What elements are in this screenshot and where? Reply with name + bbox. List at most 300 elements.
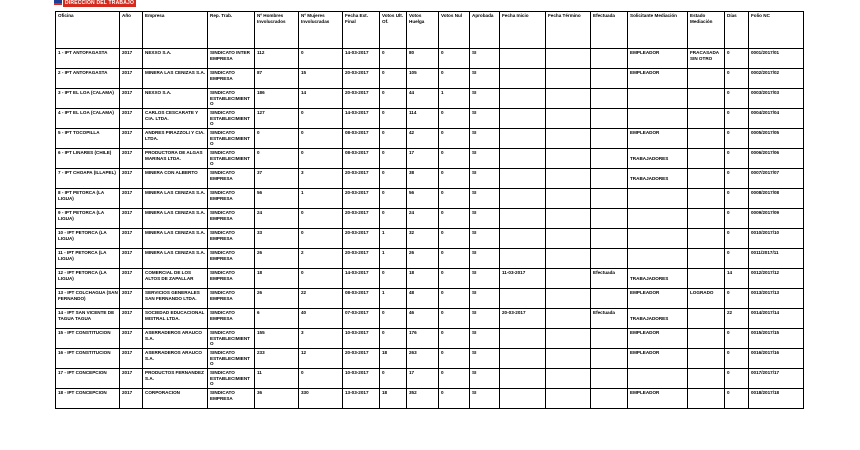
- table-cell: 2017: [120, 249, 143, 269]
- table-cell: 2017: [120, 309, 143, 329]
- table-cell: [546, 289, 591, 309]
- table-cell: SINDICATO ESTABLECIMIENTO: [208, 89, 255, 109]
- table-cell: [688, 349, 725, 369]
- table-cell: 263: [407, 349, 439, 369]
- table-cell: [628, 249, 688, 269]
- table-cell: 0011/2017/11: [749, 249, 804, 269]
- table-cell: 2017: [120, 49, 143, 69]
- table-cell: 11-03-2017: [500, 269, 546, 289]
- table-cell: [500, 149, 546, 169]
- table-cell: 3 - IPT EL LOA (CALAMA): [56, 89, 120, 109]
- table-cell: 0012/2017/12: [749, 269, 804, 289]
- table-cell: 0: [725, 229, 749, 249]
- table-cell: SINDICATO ESTABLECIMIENTO: [208, 129, 255, 149]
- table-cell: [628, 189, 688, 209]
- table-cell: 42: [407, 129, 439, 149]
- table-cell: 1: [380, 289, 407, 309]
- table-cell: 20-03-2017: [343, 69, 380, 89]
- table-cell: 0: [439, 389, 470, 409]
- table-cell: [500, 349, 546, 369]
- table-cell: 0: [380, 309, 407, 329]
- table-cell: EMPLEADOR: [628, 289, 688, 309]
- table-cell: 114: [407, 109, 439, 129]
- table-cell: 0: [299, 109, 343, 129]
- table-cell: SI: [470, 129, 500, 149]
- table-cell: 1 - IPT ANTOFAGASTA: [56, 49, 120, 69]
- table-row: [56, 49, 804, 69]
- table-cell: 0: [439, 49, 470, 69]
- table-cell: 0004/2017/04: [749, 109, 804, 129]
- table-cell: 0016/2017/16: [749, 349, 804, 369]
- table-cell: [591, 49, 628, 69]
- table-cell: SINDICATO EMPRESA: [208, 249, 255, 269]
- table-cell: 2017: [120, 129, 143, 149]
- table-cell: [628, 89, 688, 109]
- table-cell: [546, 269, 591, 289]
- column-header: Solicitante Mediación: [628, 12, 688, 49]
- table-cell: 0: [439, 349, 470, 369]
- table-cell: SI: [470, 269, 500, 289]
- table-cell: 6: [255, 309, 299, 329]
- table-row: [56, 389, 804, 409]
- table-cell: [688, 189, 725, 209]
- table-cell: [546, 69, 591, 89]
- table-cell: EMPLEADOR: [628, 389, 688, 409]
- table-cell: 20-03-2017: [343, 229, 380, 249]
- table-cell: 0: [380, 209, 407, 229]
- table-cell: 1: [439, 89, 470, 109]
- table-cell: 08-03-2017: [343, 289, 380, 309]
- table-cell: 2017: [120, 329, 143, 349]
- table-cell: [591, 189, 628, 209]
- table-cell: [591, 329, 628, 349]
- table-cell: 22: [725, 309, 749, 329]
- table-cell: 0: [380, 149, 407, 169]
- table-cell: [591, 349, 628, 369]
- table-cell: 186: [255, 89, 299, 109]
- column-header: Efectuada: [591, 12, 628, 49]
- table-cell: SI: [470, 249, 500, 269]
- table-cell: SI: [470, 149, 500, 169]
- table-cell: [546, 49, 591, 69]
- table-cell: 0: [725, 129, 749, 149]
- table-cell: 0: [299, 369, 343, 389]
- table-cell: SI: [470, 89, 500, 109]
- table-cell: [546, 309, 591, 329]
- table-cell: 16 - IPT CONSTITUCION: [56, 349, 120, 369]
- table-cell: [688, 329, 725, 349]
- table-cell: [546, 229, 591, 249]
- table-cell: 0: [380, 189, 407, 209]
- table-cell: 2017: [120, 229, 143, 249]
- table-cell: 0: [725, 329, 749, 349]
- table-cell: 5 - IPT TOCOPILLA: [56, 129, 120, 149]
- table-cell: 0: [725, 169, 749, 189]
- table-cell: 0: [380, 169, 407, 189]
- table-cell: 0: [439, 229, 470, 249]
- table-cell: 2017: [120, 189, 143, 209]
- table-cell: [628, 109, 688, 129]
- table-cell: 0: [380, 329, 407, 349]
- table-cell: 0: [299, 49, 343, 69]
- column-header: Empresa: [143, 12, 208, 49]
- table-cell: 14-03-2017: [343, 109, 380, 129]
- table-cell: 3: [299, 169, 343, 189]
- table-cell: [546, 209, 591, 229]
- table-cell: 2017: [120, 149, 143, 169]
- table-cell: 0: [299, 129, 343, 149]
- table-cell: 11 - IPT PETORCA (LA LIGUA): [56, 249, 120, 269]
- table-cell: 17 - IPT CONCEPCION: [56, 369, 120, 389]
- table-cell: 20-03-2017: [343, 89, 380, 109]
- table-cell: 14-03-2017: [343, 49, 380, 69]
- column-header: Nº Hombres Involucrados: [255, 12, 299, 49]
- table-cell: 20-03-2017: [343, 189, 380, 209]
- table-cell: 1: [380, 249, 407, 269]
- column-header: Estado Mediación: [688, 12, 725, 49]
- table-cell: 18: [380, 389, 407, 409]
- table-cell: 07-03-2017: [343, 309, 380, 329]
- table-cell: 2017: [120, 169, 143, 189]
- table-cell: Efectuada: [591, 269, 628, 289]
- table-cell: 2017: [120, 349, 143, 369]
- table-cell: 0: [380, 269, 407, 289]
- table-cell: [591, 129, 628, 149]
- table-cell: [688, 389, 725, 409]
- table-cell: PRODUCTOS FERNANDEZ S.A.: [143, 369, 208, 389]
- table-cell: 0007/2017/07: [749, 169, 804, 189]
- table-cell: 155: [255, 329, 299, 349]
- table-cell: 0: [380, 89, 407, 109]
- table-cell: 1: [299, 189, 343, 209]
- table-cell: 0: [439, 149, 470, 169]
- table-cell: [500, 249, 546, 269]
- table-cell: 10 - IPT PETORCA (LA LIGUA): [56, 229, 120, 249]
- table-cell: 0013/2017/13: [749, 289, 804, 309]
- table-cell: [546, 349, 591, 369]
- table-cell: 20-03-2017: [343, 349, 380, 369]
- strikes-table: [55, 11, 804, 409]
- table-cell: 0002/2017/02: [749, 69, 804, 89]
- table-cell: 87: [255, 69, 299, 89]
- table-cell: [500, 69, 546, 89]
- table-cell: SERVICIOS GENERALES SAN FERNANDO LTDA.: [143, 289, 208, 309]
- table-cell: 2017: [120, 209, 143, 229]
- table-cell: 0: [725, 349, 749, 369]
- table-cell: [546, 189, 591, 209]
- table-cell: 0: [725, 249, 749, 269]
- table-cell: 0: [380, 49, 407, 69]
- table-cell: 26: [255, 249, 299, 269]
- table-cell: SI: [470, 209, 500, 229]
- table-cell: 0: [299, 209, 343, 229]
- table-cell: 12: [299, 349, 343, 369]
- table-cell: 33: [255, 229, 299, 249]
- table-cell: 10-03-2017: [343, 369, 380, 389]
- table-cell: EMPLEADOR: [628, 129, 688, 149]
- table-cell: 0: [725, 389, 749, 409]
- table-cell: [500, 49, 546, 69]
- table-cell: 48: [407, 289, 439, 309]
- logo-flag-red: [54, 3, 62, 5]
- table-cell: 0: [255, 129, 299, 149]
- table-cell: SINDICATO EMPRESA: [208, 189, 255, 209]
- table-cell: [688, 269, 725, 289]
- table-cell: [546, 249, 591, 269]
- table-cell: 0: [299, 229, 343, 249]
- table-cell: 2017: [120, 289, 143, 309]
- table-cell: 20-03-2017: [343, 169, 380, 189]
- table-cell: 08-03-2017: [343, 129, 380, 149]
- table-cell: NEXXO S.A.: [143, 49, 208, 69]
- table-row: [56, 89, 804, 109]
- table-row: [56, 169, 804, 189]
- table-cell: ANDRES PIRAZZOLI Y CIA. LTDA.: [143, 129, 208, 149]
- table-cell: [688, 69, 725, 89]
- table-cell: TRABAJADORES: [628, 269, 688, 289]
- table-cell: 14 - IPT SAN VICENTE DE TAGUA TAGUA: [56, 309, 120, 329]
- table-cell: 2017: [120, 89, 143, 109]
- table-row: [56, 349, 804, 369]
- column-header: Nº Mujeres Involucradas: [299, 12, 343, 49]
- table-cell: 11: [255, 369, 299, 389]
- table-cell: 24: [255, 209, 299, 229]
- table-cell: 352: [407, 389, 439, 409]
- table-cell: [591, 249, 628, 269]
- table-cell: 0008/2017/08: [749, 189, 804, 209]
- table-cell: 105: [407, 69, 439, 89]
- table-cell: [688, 309, 725, 329]
- table-cell: 0018/2017/18: [749, 389, 804, 409]
- table-cell: 12 - IPT PETORCA (LA LIGUA): [56, 269, 120, 289]
- table-cell: 0: [299, 149, 343, 169]
- table-cell: 0015/2017/15: [749, 329, 804, 349]
- table-cell: SI: [470, 109, 500, 129]
- table-cell: SI: [470, 289, 500, 309]
- table-cell: [628, 229, 688, 249]
- table-cell: SI: [470, 329, 500, 349]
- table-cell: 40: [299, 309, 343, 329]
- table-cell: 0: [380, 369, 407, 389]
- table-cell: SINDICATO ESTABLECIMIENTO: [208, 369, 255, 389]
- table-body: [56, 49, 804, 409]
- table-cell: MINERA LAS CENIZAS S.A.: [143, 69, 208, 89]
- table-cell: [546, 149, 591, 169]
- table-row: [56, 129, 804, 149]
- table-cell: 0001/2017/01: [749, 49, 804, 69]
- table-cell: 2 - IPT ANTOFAGASTA: [56, 69, 120, 89]
- table-cell: [500, 189, 546, 209]
- dt-logo: [54, 0, 135, 9]
- table-cell: [688, 229, 725, 249]
- table-cell: SINDICATO ESTABLECIMIENTO: [208, 109, 255, 129]
- table-cell: 0: [725, 89, 749, 109]
- table-cell: 18 - IPT CONCEPCION: [56, 389, 120, 409]
- table-cell: [546, 169, 591, 189]
- table-cell: 0: [439, 289, 470, 309]
- column-header: Fecha Término: [546, 12, 591, 49]
- column-header: Votos Huelga: [407, 12, 439, 49]
- table-cell: [591, 389, 628, 409]
- table-cell: MINERA CON ALBERTO: [143, 169, 208, 189]
- logo-brand-text: DIRECCIÓN DEL TRABAJO: [65, 0, 135, 6]
- table-cell: [591, 69, 628, 89]
- table-cell: 7 - IPT CHOAPA (ILLAPEL): [56, 169, 120, 189]
- table-cell: SINDICATO EMPRESA: [208, 309, 255, 329]
- table-cell: 44: [407, 89, 439, 109]
- table-cell: 0: [380, 109, 407, 129]
- table-cell: 0: [380, 69, 407, 89]
- table-row: [56, 189, 804, 209]
- table-cell: SINDICATO EMPRESA: [208, 169, 255, 189]
- table-cell: MINERA LAS CENIZAS S.A.: [143, 249, 208, 269]
- table-row: [56, 309, 804, 329]
- table-cell: SINDICATO EMPRESA: [208, 209, 255, 229]
- table-cell: [591, 149, 628, 169]
- table-cell: 1: [380, 229, 407, 249]
- table-cell: 20-03-2017: [343, 209, 380, 229]
- table-row: [56, 109, 804, 129]
- table-cell: [500, 289, 546, 309]
- table-cell: [628, 209, 688, 229]
- table-cell: 26: [407, 249, 439, 269]
- table-cell: 0: [725, 209, 749, 229]
- table-cell: 36: [255, 389, 299, 409]
- table-cell: [500, 129, 546, 149]
- table-cell: [628, 369, 688, 389]
- table-cell: 0: [439, 269, 470, 289]
- table-cell: [688, 129, 725, 149]
- table-cell: 2017: [120, 109, 143, 129]
- table-cell: 0: [380, 129, 407, 149]
- table-cell: 233: [255, 349, 299, 369]
- table-cell: 46: [407, 309, 439, 329]
- table-cell: [591, 89, 628, 109]
- table-cell: SINDICATO EMPRESA: [208, 389, 255, 409]
- table-cell: 0: [439, 109, 470, 129]
- table-cell: [500, 389, 546, 409]
- table-row: [56, 209, 804, 229]
- table-cell: MINERA LAS CENIZAS S.A.: [143, 209, 208, 229]
- table-cell: 0: [439, 189, 470, 209]
- table-cell: [591, 289, 628, 309]
- table-cell: TRABAJADORES: [628, 169, 688, 189]
- table-cell: ASERRADEROS ARAUCO S.A.: [143, 329, 208, 349]
- table-cell: MINERA LAS CENIZAS S.A.: [143, 229, 208, 249]
- table-cell: [591, 169, 628, 189]
- table-cell: PRODUCTORA DE ALGAS MARINAS LTDA.: [143, 149, 208, 169]
- table-row: [56, 229, 804, 249]
- table-cell: [500, 229, 546, 249]
- table-cell: 0: [725, 189, 749, 209]
- table-cell: 0005/2017/05: [749, 129, 804, 149]
- table-cell: 0: [439, 69, 470, 89]
- table-cell: FRACASADA SIN OTRO: [688, 49, 725, 69]
- table-cell: 0003/2017/03: [749, 89, 804, 109]
- table-cell: 15: [299, 69, 343, 89]
- table-cell: 2017: [120, 269, 143, 289]
- table-cell: ASERRADEROS ARAUCO S.A.: [143, 349, 208, 369]
- table-cell: 0: [439, 169, 470, 189]
- table-cell: 0: [439, 129, 470, 149]
- table-cell: 80: [407, 49, 439, 69]
- table-cell: SI: [470, 69, 500, 89]
- table-cell: 0: [725, 289, 749, 309]
- table-cell: 56: [407, 189, 439, 209]
- column-header: Votos Ult. Of.: [380, 12, 407, 49]
- table-cell: 26: [255, 289, 299, 309]
- table-cell: SI: [470, 369, 500, 389]
- table-cell: 330: [299, 389, 343, 409]
- table-cell: [546, 89, 591, 109]
- table-cell: 22: [299, 289, 343, 309]
- table-row: [56, 69, 804, 89]
- column-header: Fecha Inicio: [500, 12, 546, 49]
- table-cell: [688, 149, 725, 169]
- table-row: [56, 329, 804, 349]
- table-cell: 0014/2017/14: [749, 309, 804, 329]
- table-cell: 3: [299, 329, 343, 349]
- table-cell: SI: [470, 169, 500, 189]
- table-cell: SINDICATO ESTABLECIMIENTO: [208, 329, 255, 349]
- table-cell: 0: [299, 269, 343, 289]
- table-row: [56, 249, 804, 269]
- table-cell: 08-03-2017: [343, 149, 380, 169]
- column-header: Aprobada: [470, 12, 500, 49]
- table-cell: 8 - IPT PETORCA (LA LIGUA): [56, 189, 120, 209]
- table-cell: SINDICATO EMPRESA: [208, 69, 255, 89]
- table-cell: SINDICATO EMPRESA: [208, 289, 255, 309]
- table-cell: 0: [725, 369, 749, 389]
- table-cell: [591, 369, 628, 389]
- table-cell: SI: [470, 229, 500, 249]
- table-cell: 56: [255, 189, 299, 209]
- table-cell: 32: [407, 229, 439, 249]
- table-cell: [500, 369, 546, 389]
- table-cell: SOCIEDAD EDUCACIONAL MISTRAL LTDA.: [143, 309, 208, 329]
- table-cell: Efectuada: [591, 309, 628, 329]
- table-cell: [546, 369, 591, 389]
- table-cell: SI: [470, 309, 500, 329]
- table-cell: SI: [470, 189, 500, 209]
- table-cell: 0: [725, 109, 749, 129]
- table-cell: 2: [299, 249, 343, 269]
- table-cell: 0: [439, 329, 470, 349]
- table-header-row: [56, 12, 804, 49]
- table-cell: 0017/2017/17: [749, 369, 804, 389]
- table-cell: SI: [470, 49, 500, 69]
- table-cell: 15 - IPT CONSTITUCION: [56, 329, 120, 349]
- table-cell: 0009/2017/09: [749, 209, 804, 229]
- table-cell: 176: [407, 329, 439, 349]
- table-cell: 0006/2017/06: [749, 149, 804, 169]
- table-cell: EMPLEADOR: [628, 349, 688, 369]
- table-cell: [500, 89, 546, 109]
- table-cell: EMPLEADOR: [628, 69, 688, 89]
- table-cell: NEXXO S.A.: [143, 89, 208, 109]
- table-cell: SINDICATO EMPRESA: [208, 269, 255, 289]
- table-cell: TRABAJADORES: [628, 149, 688, 169]
- table-cell: [500, 109, 546, 129]
- table-cell: TRABAJADORES: [628, 309, 688, 329]
- table-cell: 14-03-2017: [343, 269, 380, 289]
- table-cell: LOGRADO: [688, 289, 725, 309]
- table-cell: 20-03-2017: [343, 249, 380, 269]
- table-cell: [591, 109, 628, 129]
- table-cell: SINDICATO ESTABLECIMIENTO: [208, 149, 255, 169]
- table-cell: SINDICATO EMPRESA: [208, 229, 255, 249]
- column-header: Fecha Ext. Final: [343, 12, 380, 49]
